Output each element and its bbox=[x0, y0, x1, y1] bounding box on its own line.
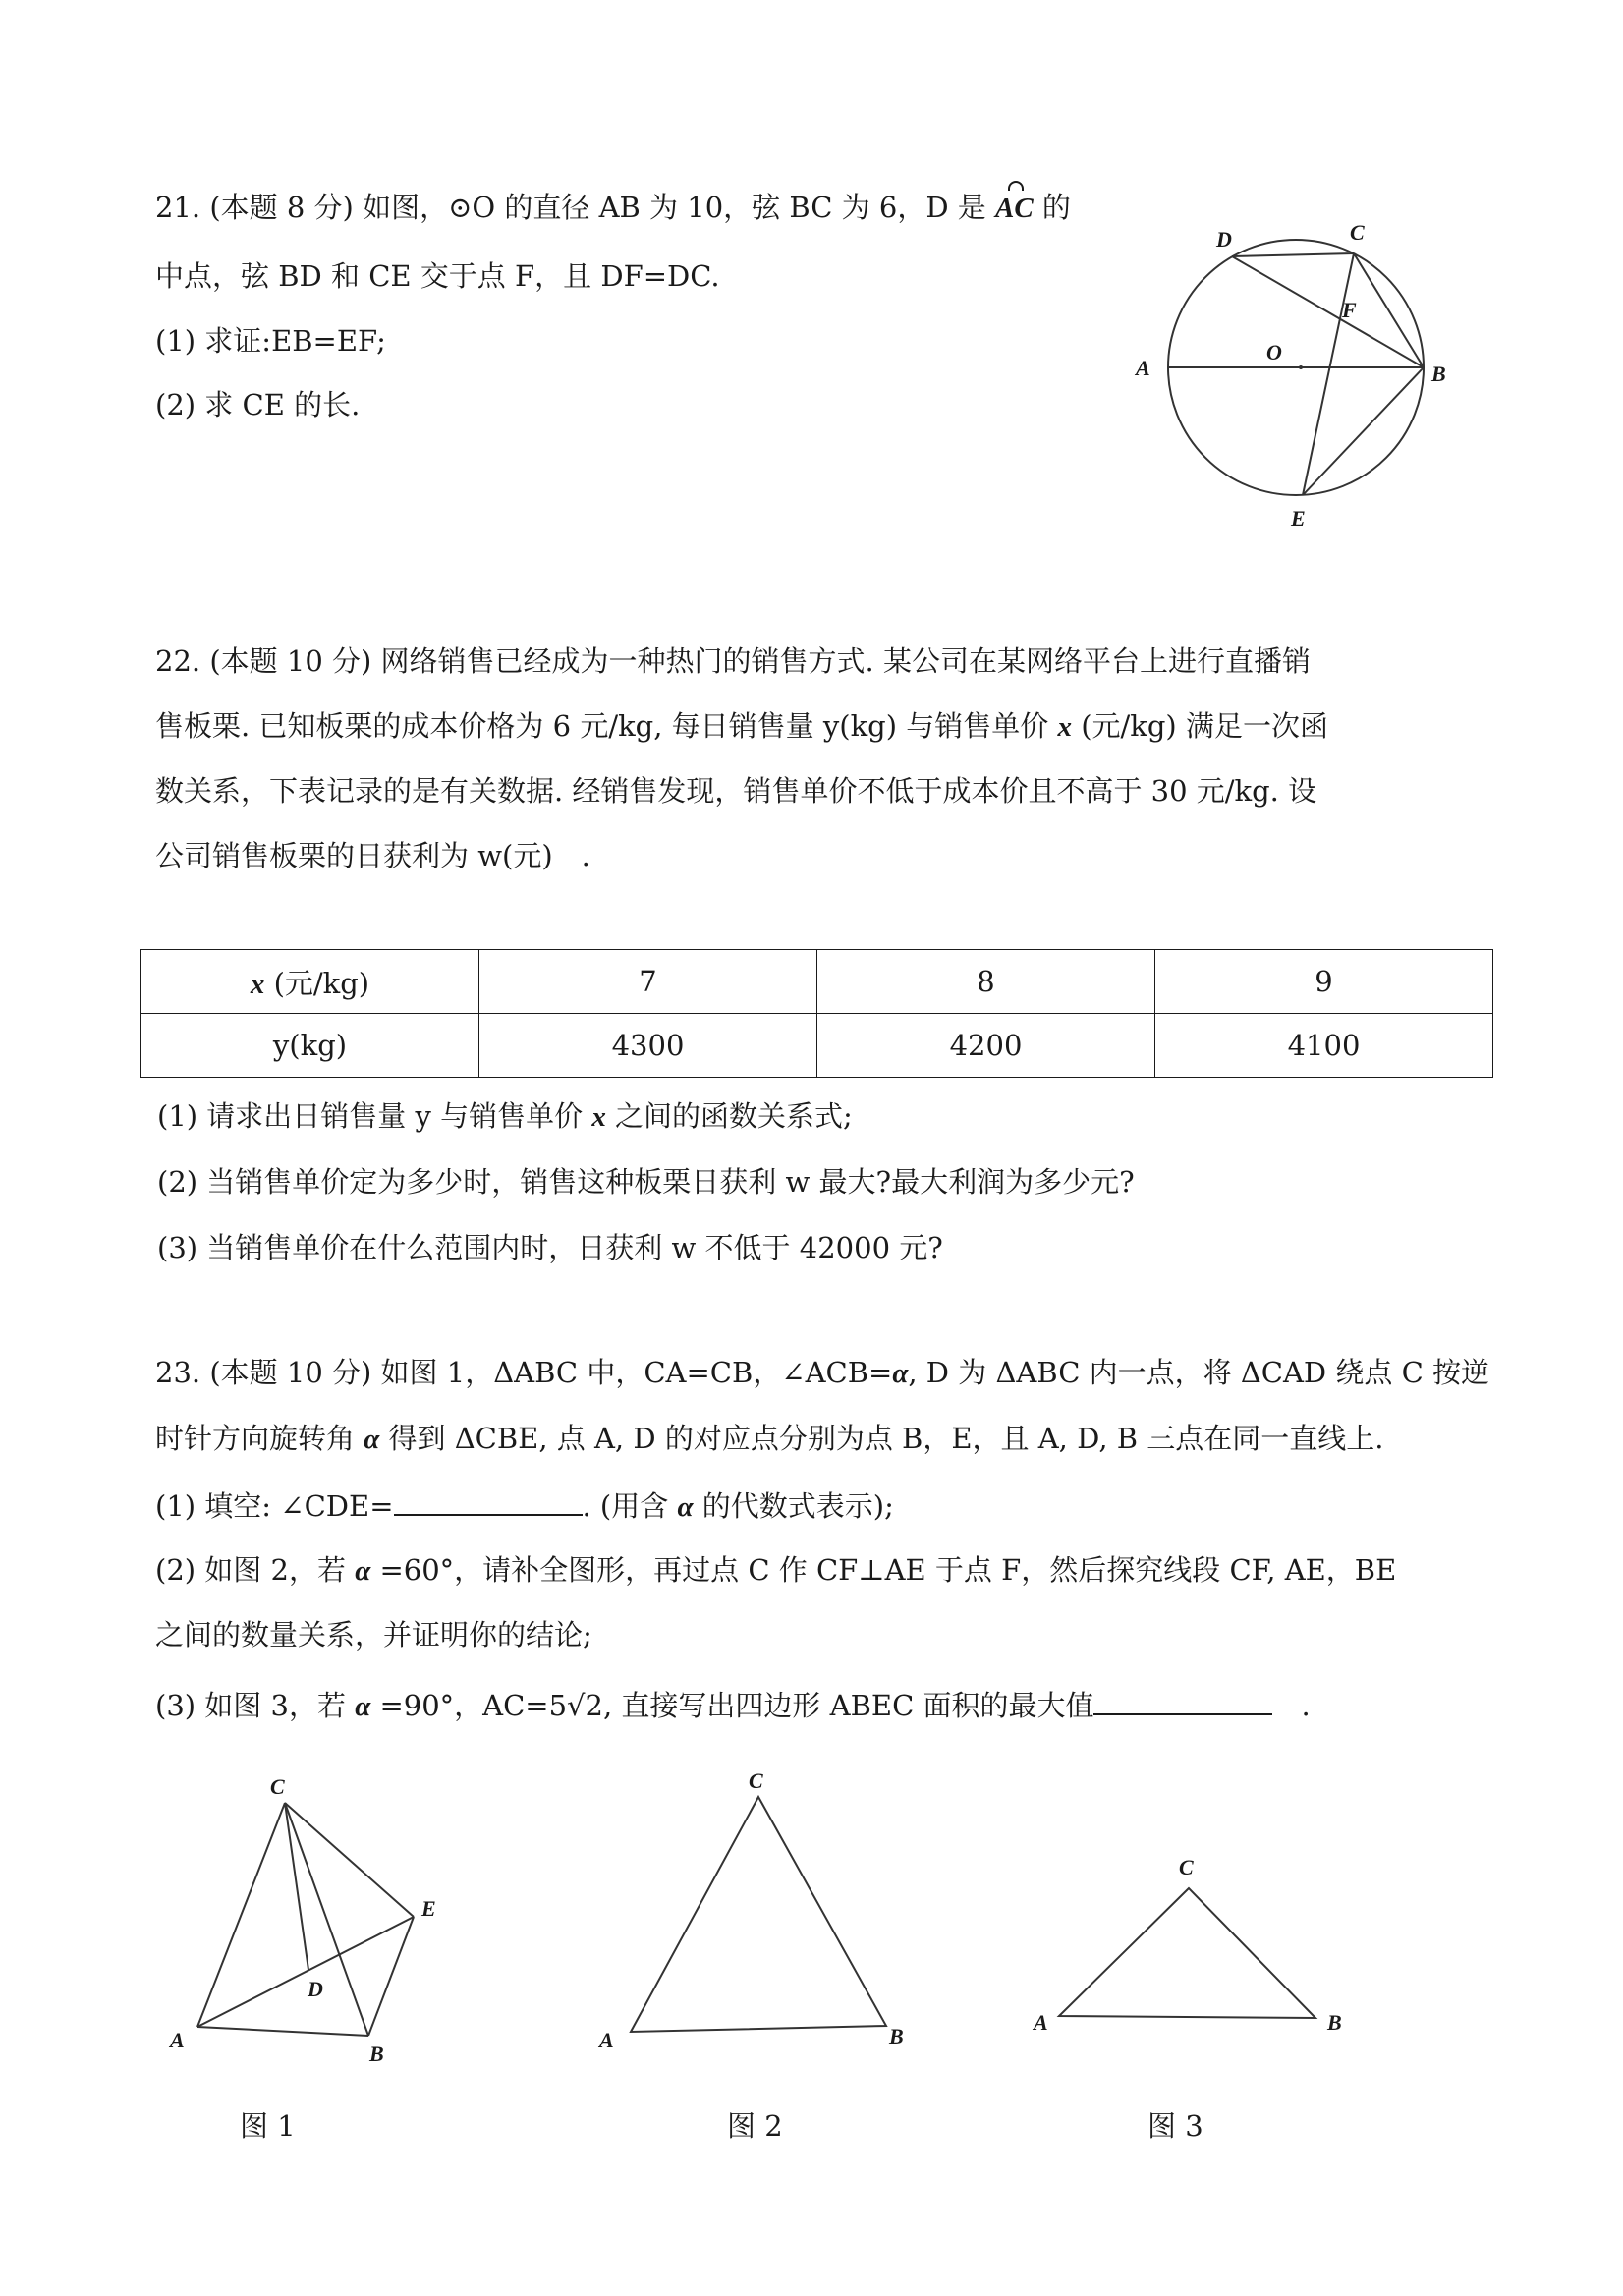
q23-part-3: (3) 如图 3，若 α =90°，AC=5√2, 直接写出四边形 ABEC 面积的最大值 . bbox=[155, 1689, 1311, 1722]
arc-ac-label: AC bbox=[995, 193, 1034, 224]
table-cell: 4300 bbox=[479, 1014, 817, 1078]
fig3-label-c: C bbox=[1179, 1855, 1194, 1879]
alpha-symbol: α bbox=[677, 1491, 694, 1523]
table-head-x: x (元/kg) bbox=[141, 950, 479, 1014]
table-cell: 4100 bbox=[1155, 1014, 1493, 1078]
figure-2 bbox=[589, 1759, 923, 2063]
label-f: F bbox=[1342, 298, 1357, 322]
q22-part-2: (2) 当销售单价定为多少时，销售这种板栗日获利 w 最大?最大利润为多少元? bbox=[157, 1165, 1135, 1199]
chord-dc bbox=[1232, 253, 1354, 256]
caption-figure-2: 图 2 bbox=[727, 2109, 783, 2143]
answer-blank-1[interactable] bbox=[394, 1490, 583, 1516]
q22-data-table bbox=[140, 949, 1493, 1078]
chord-cb bbox=[1354, 253, 1424, 367]
table-head-y: y(kg) bbox=[141, 1014, 479, 1078]
fig1-label-c: C bbox=[270, 1774, 285, 1799]
table-row bbox=[141, 950, 1493, 1014]
fig3-label-b: B bbox=[1327, 2010, 1342, 2035]
alpha-symbol: α bbox=[355, 1691, 371, 1722]
q22-var-x: x bbox=[1057, 711, 1072, 743]
alpha-symbol: α bbox=[364, 1424, 380, 1455]
q22-line-2 bbox=[155, 709, 1328, 743]
triangle-abc-right bbox=[1059, 1888, 1315, 2018]
q22-line-4: 公司销售板栗的日获利为 w(元) . bbox=[155, 839, 590, 872]
q21-line-1 bbox=[155, 191, 1071, 224]
fig1-label-a: A bbox=[170, 2028, 185, 2052]
figure-3 bbox=[1022, 1847, 1356, 2053]
chord-ce bbox=[1303, 253, 1354, 495]
figure-1 bbox=[157, 1768, 472, 2063]
five-root-two: 5√2 bbox=[548, 1689, 603, 1722]
table-cell: 8 bbox=[817, 950, 1155, 1014]
chord-db bbox=[1232, 256, 1424, 367]
fig1-label-b: B bbox=[369, 2042, 384, 2063]
fig1-label-d: D bbox=[308, 1977, 323, 2001]
label-a: A bbox=[1136, 356, 1150, 380]
q23-part-2: (2) 如图 2，若 α =60°，请补全图形，再过点 C 作 CF⊥AE 于点 F，然后探究线段 CF, AE，BE bbox=[155, 1553, 1397, 1587]
label-o: O bbox=[1266, 340, 1282, 364]
alpha-symbol: α bbox=[355, 1555, 371, 1587]
q21-line-2: 中点，弦 BD 和 CE 交于点 F，且 DF=DC. bbox=[155, 259, 720, 293]
q22-part-3: (3) 当销售单价在什么范围内时，日获利 w 不低于 42000 元? bbox=[157, 1231, 943, 1264]
fig2-label-a: A bbox=[599, 2028, 614, 2052]
table-cell: 9 bbox=[1155, 950, 1493, 1014]
label-c: C bbox=[1350, 220, 1365, 245]
q21-text-1a: 21. (本题 8 分) 如图，⊙O 的直径 AB 为 10，弦 BC 为 6，D 是 bbox=[155, 191, 996, 224]
q22-line-3: 数关系，下表记录的是有关数据. 经销售发现，销售单价不低于成本价且不高于 30 元/kg. 设 bbox=[155, 774, 1317, 808]
fig2-label-b: B bbox=[889, 2024, 904, 2048]
label-d: D bbox=[1216, 227, 1232, 252]
q22-text-2a: 售板栗. 已知板栗的成本价格为 6 元/kg, 每日销售量 y(kg) 与销售单价 bbox=[155, 709, 1058, 743]
alpha-symbol: α bbox=[892, 1358, 909, 1389]
table-cell: 4200 bbox=[817, 1014, 1155, 1078]
q21-text-1b: 的 bbox=[1033, 191, 1071, 224]
triangle-abc bbox=[631, 1797, 886, 2032]
fig2-label-c: C bbox=[749, 1768, 763, 1793]
q23-part-1: (1) 填空: ∠CDE= . (用含 α 的代数式表示); bbox=[155, 1489, 894, 1523]
table-row bbox=[141, 1014, 1493, 1078]
center-point bbox=[1299, 365, 1303, 369]
q23-part-2-cont: 之间的数量关系，并证明你的结论; bbox=[155, 1618, 592, 1652]
fig3-label-a: A bbox=[1034, 2010, 1048, 2035]
label-b: B bbox=[1431, 362, 1446, 386]
q23-line-2: 时针方向旋转角 α 得到 ΔCBE, 点 A, D 的对应点分别为点 B，E，且 A, D, B 三点在同一直线上. bbox=[155, 1422, 1384, 1455]
q22-line-1: 22. (本题 10 分) 网络销售已经成为一种热门的销售方式. 某公司在某网络平台上进行直播销 bbox=[155, 644, 1311, 678]
q21-part-2: (2) 求 CE 的长. bbox=[155, 388, 361, 421]
label-e: E bbox=[1291, 506, 1306, 531]
q21-part-1: (1) 求证:EB=EF; bbox=[155, 324, 386, 358]
q23-line-1: 23. (本题 10 分) 如图 1，ΔABC 中，CA=CB，∠ACB=α, D 为 ΔABC 内一点，将 ΔCAD 绕点 C 按逆 bbox=[155, 1356, 1490, 1389]
answer-blank-2[interactable] bbox=[1093, 1690, 1272, 1715]
q22-text-2b: (元/kg) 满足一次函 bbox=[1071, 709, 1328, 743]
caption-figure-3: 图 3 bbox=[1147, 2109, 1203, 2143]
fig1-label-e: E bbox=[421, 1896, 436, 1921]
q22-part-1: (1) 请求出日销售量 y 与销售单价 x 之间的函数关系式; bbox=[157, 1099, 853, 1133]
caption-figure-1: 图 1 bbox=[240, 2109, 296, 2143]
q21-circle-figure bbox=[1120, 206, 1464, 540]
table-cell: 7 bbox=[479, 950, 817, 1014]
